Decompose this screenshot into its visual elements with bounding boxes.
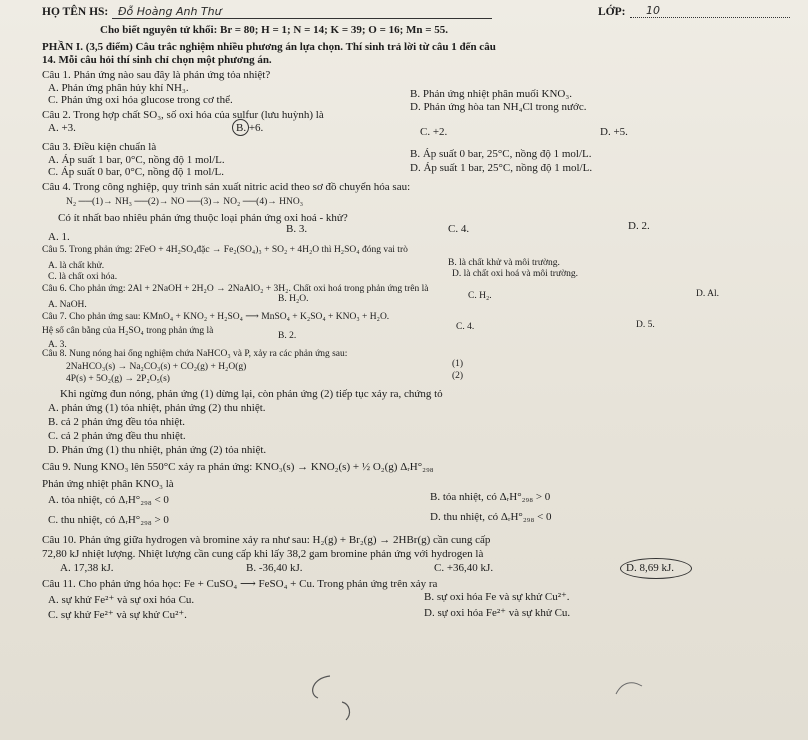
- q4-stem: Câu 4. Trong công nghiệp, quy trình sản xuất nitric acid theo sơ đồ chuyển hóa sau:: [42, 181, 411, 193]
- atomic-mass-note: Cho biết nguyên tử khối: Br = 80; H = 1; N = 14; K = 39; O = 16; Mn = 55.: [100, 24, 449, 36]
- q8-option-c: C. cả 2 phản ứng đều thu nhiệt.: [48, 430, 186, 442]
- q8-reaction-1-number: (1): [452, 359, 464, 369]
- q2-option-d: D. +5.: [600, 126, 628, 138]
- q10-stem-cont: 72,80 kJ nhiệt lượng. Nhiệt lượng cần cung cấp khi lấy 38,2 gam bromine phản ứng với hydrogen là: [42, 548, 484, 560]
- q5-option-d: D. là chất oxi hoá và môi trường.: [452, 269, 578, 279]
- q3-option-a: A. Áp suất 1 bar, 0°C, nồng độ 1 mol/L.: [48, 154, 225, 166]
- q9-option-b: B. tỏa nhiệt, có ΔᵣH°₂₉₈ > 0: [430, 491, 551, 503]
- q10-option-d: D. 8,69 kJ.: [626, 562, 674, 574]
- name-label: HỌ TÊN HS:: [42, 6, 109, 18]
- q4-question: Có ít nhất bao nhiêu phản ứng thuộc loại phản ứng oxi hoá - khử?: [58, 212, 348, 224]
- q10-option-b: B. -36,40 kJ.: [246, 562, 303, 574]
- q1-stem: Câu 1. Phản ứng nào sau đây là phản ứng tỏa nhiệt?: [42, 69, 271, 81]
- q7-option-c: C. 4.: [456, 322, 475, 332]
- q9-question: Phản ứng nhiệt phân KNO₃ là: [42, 478, 174, 490]
- q8-option-d: D. Phản ứng (1) thu nhiệt, phản ứng (2) tỏa nhiệt.: [48, 444, 267, 456]
- q11-stem: Câu 11. Cho phản ứng hóa học: Fe + CuSO₄ ⟶ FeSO₄ + Cu. Trong phản ứng trên xảy ra: [42, 578, 438, 590]
- q7-stem: Câu 7. Cho phản ứng sau: KMnO₄ + KNO₂ + H₂SO₄ ⟶ MnSO₄ + K₂SO₄ + KNO₃ + H₂O.: [42, 312, 390, 322]
- q4-scheme: N₂ ──(1)→ NH₃ ──(2)→ NO ──(3)→ NO₂ ──(4)→ HNO₃: [66, 197, 304, 207]
- q4-option-c: C. 4.: [448, 223, 470, 235]
- name-underline: [112, 18, 492, 19]
- q8-reaction-2-number: (2): [452, 371, 464, 381]
- q5-stem: Câu 5. Trong phản ứng: 2FeO + 4H₂SO₄đặc → Fe₂(SO₄)₃ + SO₂ + 4H₂O thì H₂SO₄ đóng vai trò: [42, 245, 408, 255]
- class-underline: [630, 17, 790, 18]
- q8-option-b: B. cả 2 phản ứng đều tỏa nhiệt.: [48, 416, 186, 428]
- pencil-mark-icon: [610, 676, 650, 700]
- q11-option-d: D. sự oxi hóa Fe²⁺ và sự khử Cu.: [424, 607, 571, 619]
- q10-stem: Câu 10. Phản ứng giữa hydrogen và bromine xảy ra như sau: H₂(g) + Br₂(g) → 2HBr(g) cần cung cấp: [42, 534, 491, 546]
- q7-option-a: A. 3.: [48, 340, 67, 350]
- class-handwriting: 10: [646, 4, 660, 17]
- q5-option-a: A. là chất khử.: [48, 261, 105, 271]
- q11-option-c: C. sự khử Fe²⁺ và sự khử Cu²⁺.: [48, 609, 187, 621]
- q8-reaction-1: 2NaHCO₃(s) → Na₂CO₃(s) + CO₂(g) + H₂O(g): [66, 362, 247, 372]
- q10-option-a: A. 17,38 kJ.: [60, 562, 114, 574]
- q9-option-a: A. tỏa nhiệt, có ΔᵣH°₂₉₈ < 0: [48, 494, 169, 506]
- q5-option-b: B. là chất khử và môi trường.: [448, 258, 560, 268]
- q9-option-d: D. thu nhiệt, có ΔᵣH°₂₉₈ < 0: [430, 511, 552, 523]
- q2-answer-circle: [232, 119, 249, 136]
- q8-option-a: A. phản ứng (1) tỏa nhiệt, phản ứng (2) thu nhiệt.: [48, 402, 266, 414]
- part1-heading: PHẦN I. (3,5 điểm) Câu trắc nghiệm nhiều phương án lựa chọn. Thí sinh trả lời từ câu 1 đến câu: [42, 41, 496, 53]
- q3-option-c: C. Áp suất 0 bar, 0°C, nồng độ 1 mol/L.: [48, 166, 224, 178]
- q6-option-d: D. Al.: [696, 289, 719, 299]
- q9-option-c: C. thu nhiệt, có ΔᵣH°₂₉₈ > 0: [48, 514, 169, 526]
- q10-option-c: C. +36,40 kJ.: [434, 562, 494, 574]
- q2-option-b: B. +6.: [236, 122, 264, 134]
- student-name-handwriting: Đỗ Hoàng Anh Thư: [118, 5, 222, 18]
- q2-option-a: A. +3.: [48, 122, 76, 134]
- q2-option-c: C. +2.: [420, 126, 448, 138]
- q8-question: Khi ngừng đun nóng, phản ứng (1) dừng lại, còn phản ứng (2) tiếp tục xảy ra, chứng tỏ: [60, 388, 443, 400]
- pencil-scribble-icon: [290, 668, 380, 728]
- part1-heading-cont: 14. Mỗi câu hỏi thí sinh chỉ chọn một phương án.: [42, 54, 272, 66]
- q1-option-d: D. Phản ứng hòa tan NH₄Cl trong nước.: [410, 101, 587, 113]
- q4-option-b: B. 3.: [286, 223, 308, 235]
- q1-option-b: B. Phản ứng nhiệt phân muối KNO₃.: [410, 88, 572, 100]
- q6-option-b: B. H₂O.: [278, 294, 309, 304]
- q5-option-c: C. là chất oxi hóa.: [48, 272, 118, 282]
- q4-option-d: D. 2.: [628, 220, 650, 232]
- q3-option-d: D. Áp suất 1 bar, 25°C, nồng độ 1 mol/L.: [410, 162, 593, 174]
- q3-stem: Câu 3. Điều kiện chuẩn là: [42, 141, 157, 153]
- q4-option-a: A. 1.: [48, 231, 70, 243]
- q11-option-b: B. sự oxi hóa Fe và sự khử Cu²⁺.: [424, 591, 570, 603]
- class-label: LỚP:: [598, 6, 626, 18]
- q1-option-a: A. Phản ứng phân hủy khí NH₃.: [48, 82, 189, 94]
- q8-reaction-2: 4P(s) + 5O₂(g) → 2P₂O₅(s): [66, 374, 170, 384]
- q2-stem: Câu 2. Trong hợp chất SO₃, số oxi hóa của sulfur (lưu huỳnh) là: [42, 109, 324, 121]
- q7-option-b: B. 2.: [278, 331, 297, 341]
- q7-option-d: D. 5.: [636, 320, 655, 330]
- q1-option-c: C. Phản ứng oxi hóa glucose trong cơ thể.: [48, 94, 233, 106]
- q6-option-a: A. NaOH.: [48, 300, 87, 310]
- q3-option-b: B. Áp suất 0 bar, 25°C, nồng độ 1 mol/L.: [410, 148, 592, 160]
- q11-option-a: A. sự khử Fe²⁺ và sự oxi hóa Cu.: [48, 594, 195, 606]
- q7-question: Hệ số cân bằng của H₂SO₄ trong phản ứng là: [42, 326, 214, 336]
- q6-option-c: C. H₂.: [468, 291, 492, 301]
- q10-answer-circle: [620, 558, 692, 579]
- q9-stem: Câu 9. Nung KNO₃ lên 550°C xảy ra phản ứng: KNO₃(s) → KNO₂(s) + ½ O₂(g) ΔᵣH°₂₉₈: [42, 461, 434, 473]
- q8-stem: Câu 8. Nung nóng hai ống nghiệm chứa NaHCO₃ và P, xảy ra các phản ứng sau:: [42, 349, 348, 359]
- q6-stem: Câu 6. Cho phản ứng: 2Al + 2NaOH + 2H₂O → 2NaAlO₂ + 3H₂. Chất oxi hoá trong phản ứng trên là: [42, 284, 429, 294]
